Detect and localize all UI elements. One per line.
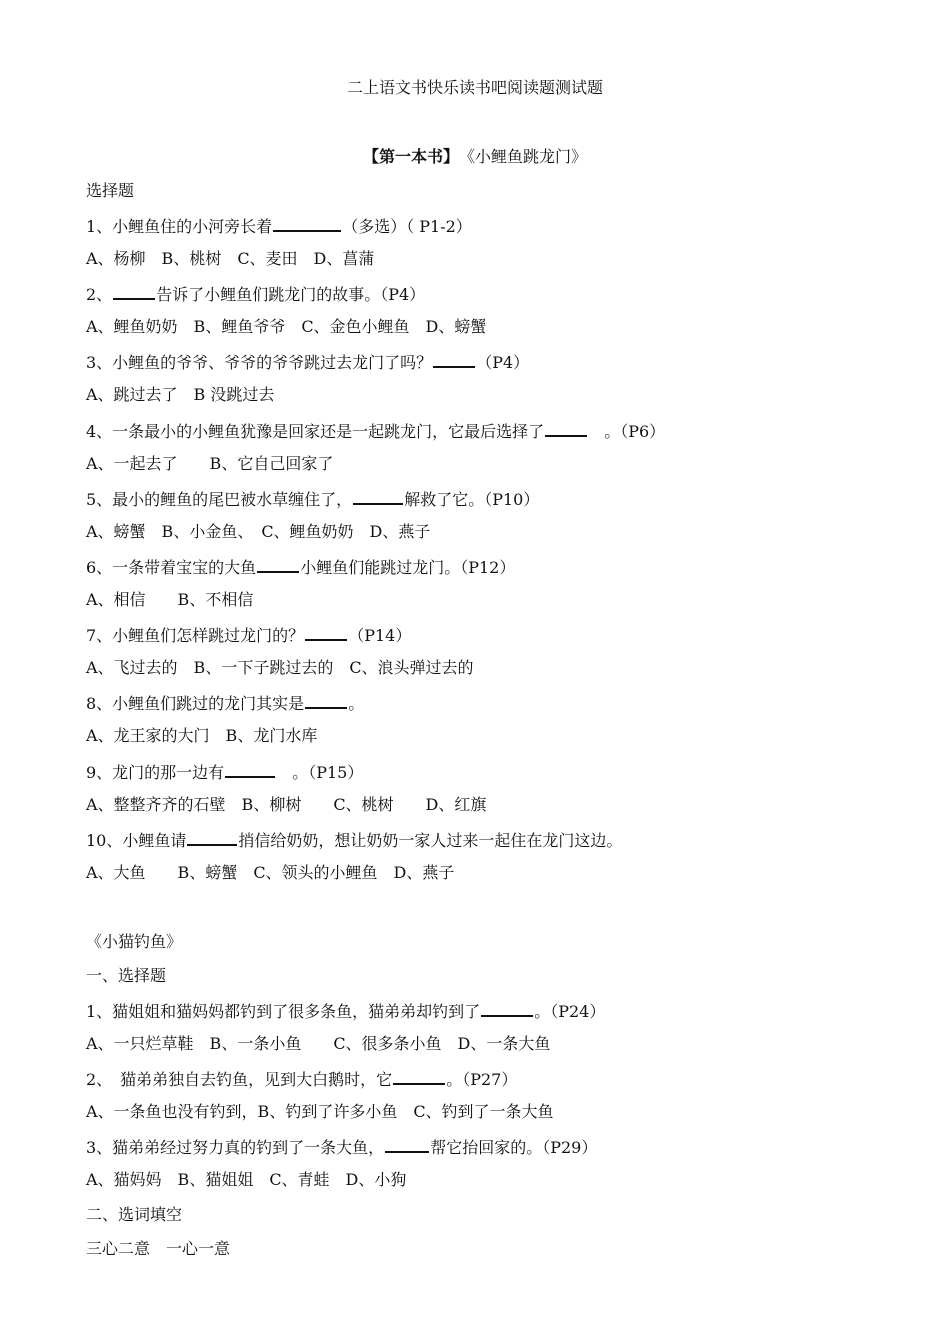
book1-options-1: A、杨柳 B、桃树 C、麦田 D、菖蒲 <box>86 249 375 268</box>
book2-question-1 <box>86 998 605 1024</box>
book2-question-2 <box>86 1066 517 1092</box>
question-text: 。（P24） <box>534 1002 606 1021</box>
book1-heading <box>0 145 950 169</box>
question-text: 2、 猫弟弟独自去钓鱼，见到大白鹅时，它 <box>86 1070 393 1089</box>
question-text: 小鲤鱼们能跳过龙门。（P12） <box>300 558 516 577</box>
question-text: 告诉了小鲤鱼们跳龙门的故事。（P4） <box>156 285 426 304</box>
answer-blank[interactable] <box>273 213 341 232</box>
question-text: 9、龙门的那一边有 <box>86 763 225 782</box>
question-text: 10、小鲤鱼请 <box>86 831 187 850</box>
book1-question-1 <box>86 213 472 239</box>
answer-blank[interactable] <box>257 554 299 573</box>
book1-question-8 <box>86 690 364 716</box>
book1-options-9: A、整整齐齐的石壁 B、柳树 C、桃树 D、红旗 <box>86 795 487 814</box>
question-text: 捎信给奶奶，想让奶奶一家人过来一起住在龙门这边。 <box>238 831 623 850</box>
question-text: 2、 <box>86 285 113 304</box>
book2-section-label: 一、选择题 <box>86 966 167 985</box>
book2-question-3 <box>86 1134 597 1160</box>
book1-question-5 <box>86 486 539 512</box>
answer-blank[interactable] <box>481 998 533 1017</box>
question-text: （P14） <box>348 626 412 645</box>
answer-blank[interactable] <box>545 418 587 437</box>
book1-question-3 <box>86 349 529 375</box>
answer-blank[interactable] <box>305 690 347 709</box>
question-text: 7、小鲤鱼们怎样跳过龙门的？ <box>86 626 305 645</box>
question-text: 。（P15） <box>276 763 364 782</box>
question-text: 帮它抬回家的。（P29） <box>430 1138 598 1157</box>
answer-blank[interactable] <box>385 1134 429 1153</box>
book2-section2-label: 二、选词填空 <box>86 1205 183 1224</box>
answer-blank[interactable] <box>353 486 403 505</box>
answer-blank[interactable] <box>433 349 475 368</box>
answer-blank[interactable] <box>225 759 275 778</box>
book1-question-2 <box>86 281 425 307</box>
book2-options-1: A、一只烂草鞋 B、一条小鱼 C、很多条小鱼 D、一条大鱼 <box>86 1034 551 1053</box>
book1-question-9 <box>86 759 363 785</box>
book1-options-6: A、相信 B、不相信 <box>86 590 254 609</box>
question-text: 6、一条带着宝宝的大鱼 <box>86 558 257 577</box>
book1-question-4 <box>86 418 665 444</box>
question-text: 。（P6） <box>588 422 666 441</box>
book1-options-5: A、螃蟹 B、小金鱼、 C、鲤鱼奶奶 D、燕子 <box>86 522 431 541</box>
answer-blank[interactable] <box>113 281 155 300</box>
question-text: 解救了它。（P10） <box>404 490 540 509</box>
book1-section-label: 选择题 <box>86 181 135 200</box>
question-text: 8、小鲤鱼们跳过的龙门其实是 <box>86 694 305 713</box>
book2-options-2: A、一条鱼也没有钓到，B、钓到了许多小鱼 C、钓到了一条大鱼 <box>86 1102 554 1121</box>
question-text: 5、最小的鲤鱼的尾巴被水草缠住了， <box>86 490 353 509</box>
question-text: 3、猫弟弟经过努力真的钓到了一条大鱼， <box>86 1138 385 1157</box>
book1-heading-bracket: 【第一本书】 <box>362 147 451 166</box>
book1-question-7 <box>86 622 411 648</box>
answer-blank[interactable] <box>393 1066 445 1085</box>
book2-word-choices: 三心二意 一心一意 <box>86 1239 231 1258</box>
book2-heading: 《小猫钓鱼》 <box>86 932 183 951</box>
book1-options-3: A、跳过去了 B 没跳过去 <box>86 385 275 404</box>
book1-heading-name: 《小鲤鱼跳龙门》 <box>467 147 588 166</box>
book1-options-8: A、龙王家的大门 B、龙门水库 <box>86 726 318 745</box>
question-text: 3、小鲤鱼的爷爷、爷爷的爷爷跳过去龙门了吗？ <box>86 353 433 372</box>
book1-options-7: A、飞过去的 B、一下子跳过去的 C、浪头弹过去的 <box>86 658 474 677</box>
book1-options-2: A、鲤鱼奶奶 B、鲤鱼爷爷 C、金色小鲤鱼 D、螃蟹 <box>86 317 487 336</box>
book2-options-3: A、猫妈妈 B、猫姐姐 C、青蛙 D、小狗 <box>86 1170 407 1189</box>
book1-options-10: A、大鱼 B、螃蟹 C、领头的小鲤鱼 D、燕子 <box>86 863 455 882</box>
book1-options-4: A、一起去了 B、它自己回家了 <box>86 454 334 473</box>
question-text: 。（P27） <box>446 1070 518 1089</box>
book1-question-6 <box>86 554 515 580</box>
book1-question-10 <box>86 827 622 853</box>
question-text: 1、小鲤鱼住的小河旁长着 <box>86 217 273 236</box>
answer-blank[interactable] <box>187 827 237 846</box>
answer-blank[interactable] <box>305 622 347 641</box>
question-text: 。 <box>348 694 365 713</box>
question-text: （多选）（ P1-2） <box>342 217 472 236</box>
question-text: （P4） <box>476 353 530 372</box>
document-title: 二上语文书快乐读书吧阅读题测试题 <box>346 78 603 97</box>
question-text: 4、一条最小的小鲤鱼犹豫是回家还是一起跳龙门，它最后选择了 <box>86 422 545 441</box>
question-text: 1、猫姐姐和猫妈妈都钓到了很多条鱼，猫弟弟却钓到了 <box>86 1002 481 1021</box>
